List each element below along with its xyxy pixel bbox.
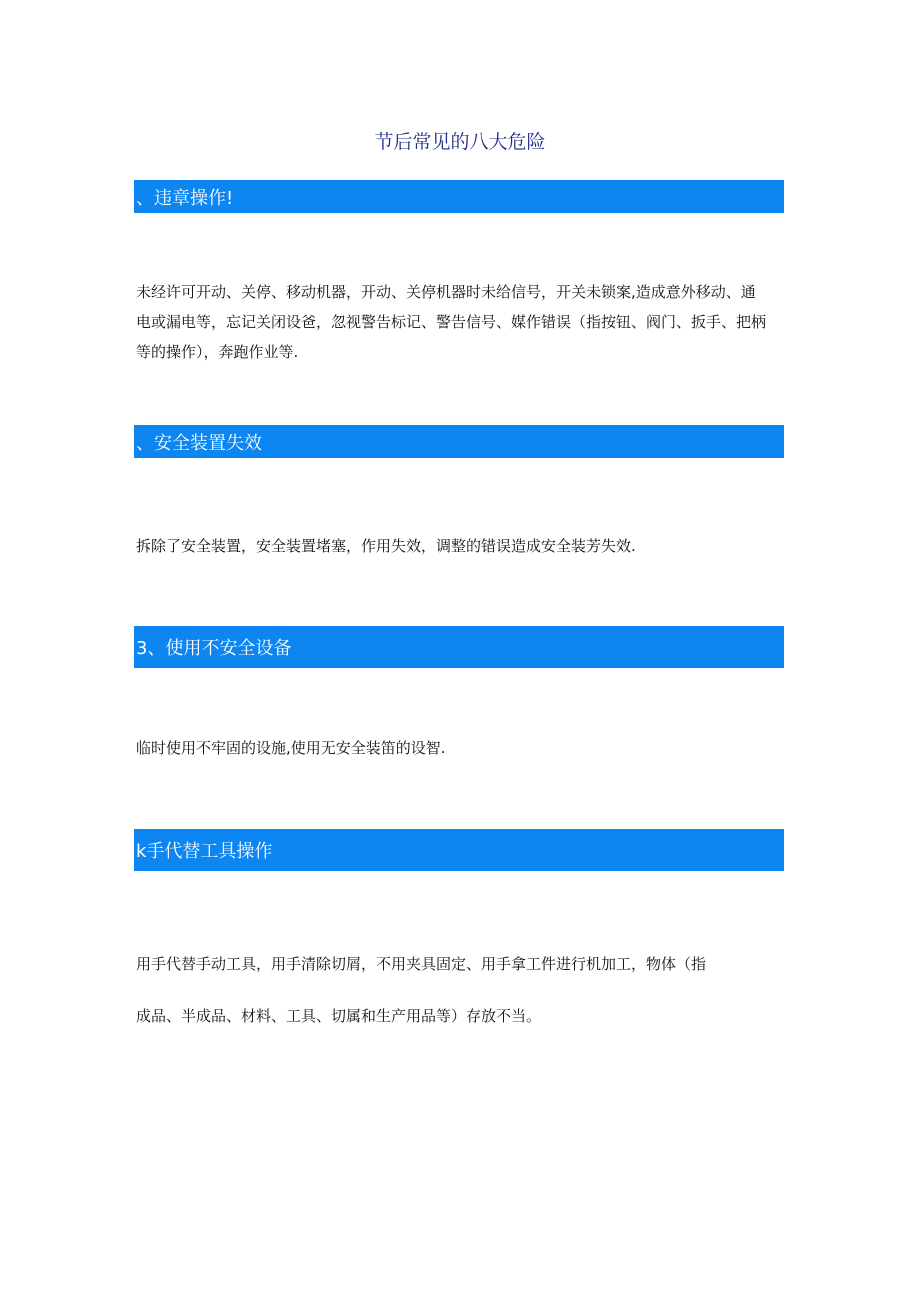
section-body-unsafe-equipment — [136, 733, 796, 763]
section-body-safety-device-failure — [136, 531, 796, 561]
paragraph-line: 等的操作），奔跑作业等. — [136, 343, 299, 361]
section-body-hand-instead-of-tool — [136, 938, 796, 1042]
section-heading-safety-device-failure: 、安全装置失效 — [134, 425, 784, 458]
paragraph-line: 拆除了安全装置，安全装置堵塞，作用失效，调整的错误造成安全装芳失效. — [136, 537, 636, 555]
paragraph-line: 临时使用不牢固的设施,使用无安全装笛的设智. — [136, 739, 446, 757]
section-heading-violation: 、违章操作! — [134, 180, 784, 213]
section-heading-unsafe-equipment: 3、使用不安全设备 — [134, 626, 784, 668]
page-title: 节后常见的八大危险 — [374, 131, 546, 153]
paragraph-line: 电或漏电等，忘记关闭设爸，忽视警告标记、警告信号、媒作错误（指按钮、阀门、扳手、把柄 — [136, 313, 767, 331]
paragraph-line: 成品、半成品、材料、工具、切属和生产用品等）存放不当。 — [136, 1007, 542, 1025]
paragraph-line: 用手代替手动工具，用手清除切屑，不用夹具固定、用手拿工件进行机加工，物体（指 — [136, 955, 707, 973]
section-body-violation — [136, 277, 796, 367]
paragraph-line: 未经许可开动、关停、移动机器，开动、关停机器时未给信号，开关未锁案,造成意外移动、通 — [136, 283, 756, 301]
section-heading-hand-instead-of-tool: k手代替工具操作 — [134, 829, 784, 871]
